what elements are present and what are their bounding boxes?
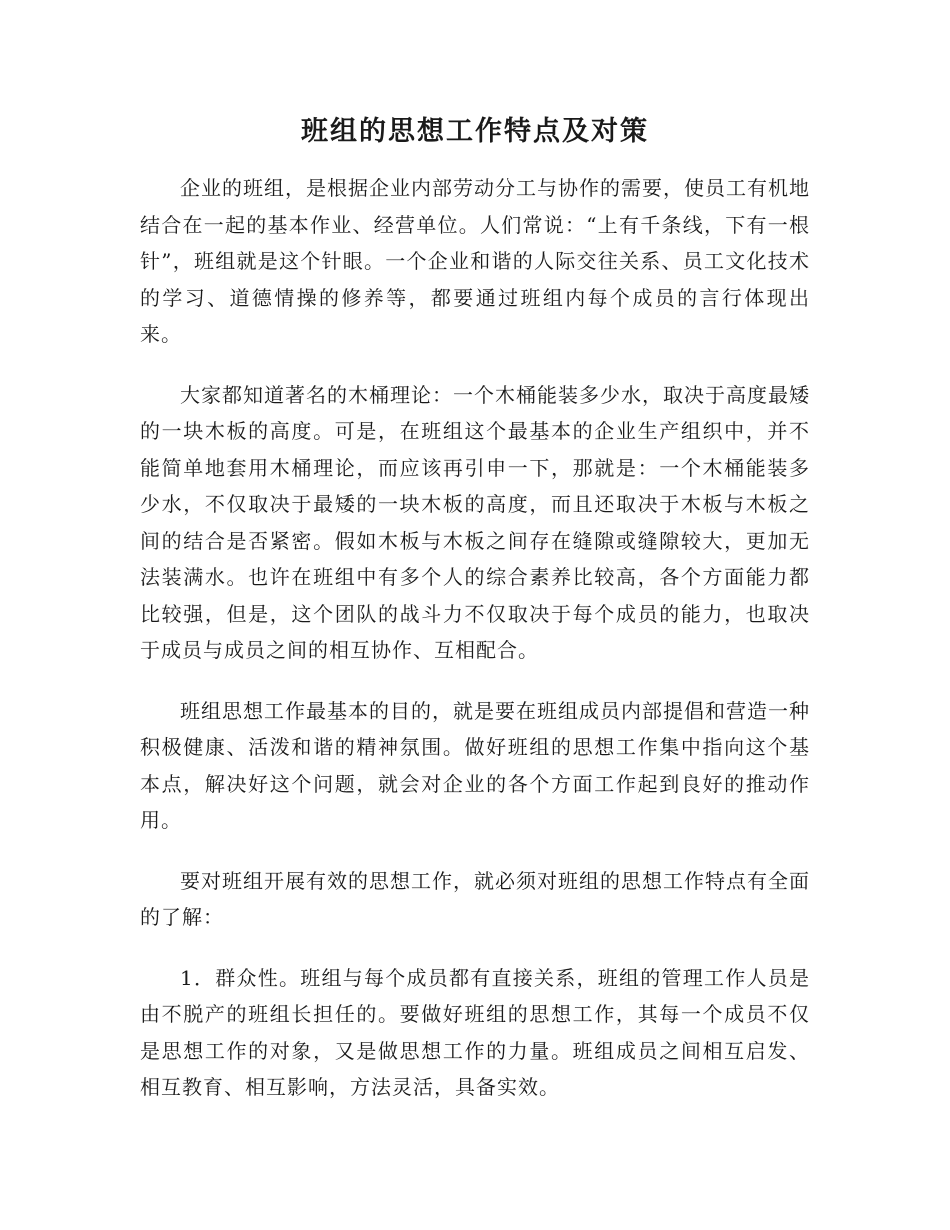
document-title: 班组的思想工作特点及对策	[301, 116, 649, 147]
paragraph-bucket-theory: 大家都知道著名的木桶理论：一个木桶能装多少水，取决于高度最矮的一块木板的高度。可是，在班组这个最基本的企业生产组织中，并不能简单地套用木桶理论，而应该再引申一下，那就是：一个木桶能装多少水，不仅取决于最矮的一块木板的高度，而且还取决于木板与木板之间的结合是否紧密。假如木板与木板之间存在缝隙或缝隙较大，更加无法装满水。也许在班组中有多个人的综合素养比较高，各个方面能力都比较强，但是，这个团队的战斗力不仅取决于每个成员的能力，也取决于成员与成员之间的相互协作、互相配合。	[140, 382, 810, 662]
paragraph-characteristics-lead: 要对班组开展有效的思想工作，就必须对班组的思想工作特点有全面的了解：	[140, 868, 810, 929]
paragraph-intro: 企业的班组，是根据企业内部劳动分工与协作的需要，使员工有机地结合在一起的基本作业、经营单位。人们常说：“上有千条线，下有一根针”，班组就是这个针眼。一个企业和谐的人际交往关系、员工文化技术的学习、道德情操的修养等，都要通过班组内每个成员的言行体现出来。	[140, 176, 810, 346]
paragraph-purpose: 班组思想工作最基本的目的，就是要在班组成员内部提倡和营造一种积极健康、活泼和谐的精神氛围。做好班组的思想工作集中指向这个基本点，解决好这个问题，就会对企业的各个方面工作起到良好的推动作用。	[140, 698, 810, 832]
paragraph-item-1: 1．群众性。班组与每个成员都有直接关系，班组的管理工作人员是由不脱产的班组长担任的。要做好班组的思想工作，其每一个成员不仅是思想工作的对象，又是做思想工作的力量。班组成员之间相互启发、相互教育、相互影响，方法灵活，具备实效。	[140, 965, 810, 1099]
